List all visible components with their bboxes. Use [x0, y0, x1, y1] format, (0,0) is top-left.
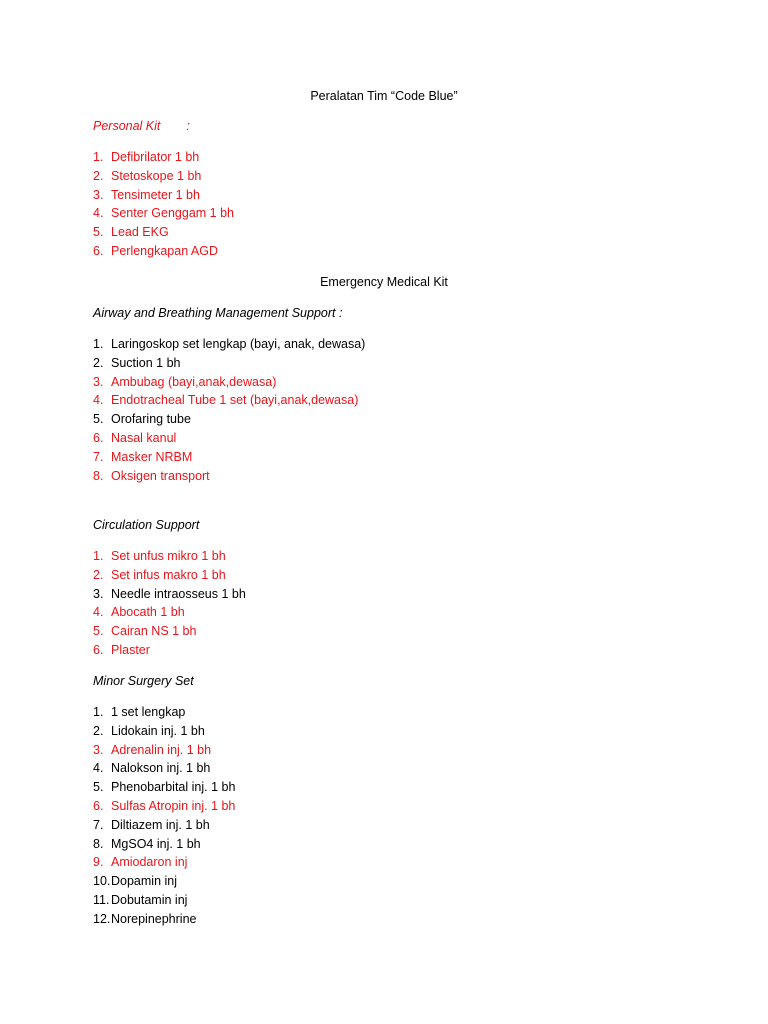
list-item — [93, 872, 235, 891]
list-item-number: 3. — [93, 586, 104, 601]
list-item-number: 5. — [93, 780, 104, 795]
circulation-list — [93, 547, 246, 660]
list-item-text: Abocath 1 bh — [111, 605, 185, 620]
personal-kit-heading-label: Personal Kit — [93, 119, 161, 133]
list-item-number: 3. — [93, 374, 104, 389]
list-item-text: Ambubag (bayi,anak,dewasa) — [111, 374, 277, 389]
list-item-text: Lidokain inj. 1 bh — [111, 723, 205, 738]
list-item-number: 6. — [93, 798, 104, 813]
list-item-text: Orofaring tube — [111, 412, 191, 427]
list-item — [93, 853, 235, 872]
list-item-text: Defibrilator 1 bh — [111, 150, 200, 164]
list-item-number: 2. — [93, 355, 104, 370]
list-item — [93, 622, 246, 641]
list-item — [93, 242, 234, 261]
list-item-text: Oksigen transport — [111, 468, 210, 483]
list-item-number: 11. — [93, 892, 110, 907]
list-item — [93, 891, 235, 910]
emergency-kit-title: Emergency Medical Kit — [320, 275, 448, 289]
list-item — [93, 603, 246, 622]
list-item-number: 2. — [93, 567, 104, 582]
list-item-number: 3. — [93, 742, 104, 757]
minor-surgery-heading: Minor Surgery Set — [93, 674, 194, 688]
list-item-number: 6. — [93, 243, 104, 258]
list-item — [93, 223, 234, 242]
list-item-number: 4. — [93, 761, 104, 776]
list-item-number: 4. — [93, 206, 104, 221]
list-item — [93, 448, 365, 467]
list-item-number: 6. — [93, 430, 104, 445]
list-item-number: 12. — [93, 911, 111, 926]
list-item-number: 4. — [93, 605, 104, 620]
airway-heading: Airway and Breathing Management Support : — [93, 306, 343, 320]
list-item — [93, 910, 235, 929]
list-item — [93, 335, 365, 354]
list-item-text: Lead EKG — [111, 225, 169, 240]
list-item-number: 9. — [93, 855, 104, 870]
list-item-number: 5. — [93, 412, 104, 427]
list-item — [93, 835, 235, 854]
list-item — [93, 585, 246, 604]
list-item-number: 4. — [93, 393, 104, 408]
list-item-text: Dopamin inj — [111, 874, 178, 889]
personal-kit-heading-colon: : — [186, 119, 190, 133]
list-item-text: Suction 1 bh — [111, 355, 181, 370]
list-item — [93, 373, 365, 392]
list-item — [93, 467, 365, 486]
minor-surgery-list — [93, 703, 235, 929]
circulation-heading: Circulation Support — [93, 518, 200, 532]
list-item-text: Adrenalin inj. 1 bh — [111, 742, 212, 757]
list-item-text: Perlengkapan AGD — [111, 243, 219, 258]
list-item — [93, 778, 235, 797]
personal-kit-heading — [93, 118, 190, 134]
list-item-text: Cairan NS 1 bh — [111, 624, 197, 639]
list-item — [93, 186, 234, 205]
list-item-number: 2. — [93, 168, 104, 183]
list-item-number: 1. — [93, 549, 104, 563]
list-item — [93, 148, 234, 167]
list-item-text: MgSO4 inj. 1 bh — [111, 836, 201, 851]
airway-list — [93, 335, 365, 485]
list-item-number: 5. — [93, 225, 104, 240]
list-item-text: Senter Genggam 1 bh — [111, 206, 234, 221]
list-item-text: Norepinephrine — [111, 911, 197, 926]
list-item-text: Phenobarbital inj. 1 bh — [111, 780, 236, 795]
list-item — [93, 204, 234, 223]
list-item-text: Nalokson inj. 1 bh — [111, 761, 211, 776]
list-item-text: Nasal kanul — [111, 430, 177, 445]
list-item-text: Amiodaron inj — [111, 855, 188, 870]
list-item-text: Sulfas Atropin inj. 1 bh — [111, 798, 236, 813]
list-item-number: 8. — [93, 836, 104, 851]
list-item-text: Needle intraosseus 1 bh — [111, 586, 246, 601]
list-item-text: Stetoskope 1 bh — [111, 168, 202, 183]
document-title: Peralatan Tim “Code Blue” — [310, 89, 458, 103]
list-item-text: Diltiazem inj. 1 bh — [111, 817, 210, 832]
list-item — [93, 566, 246, 585]
personal-kit-list — [93, 148, 234, 261]
list-item-text: Plaster — [111, 642, 150, 657]
list-item-text: Set unfus mikro 1 bh — [111, 549, 226, 563]
list-item-text: Dobutamin inj — [111, 892, 188, 907]
list-item — [93, 797, 235, 816]
list-item — [93, 167, 234, 186]
list-item-text: Masker NRBM — [111, 449, 193, 464]
list-item — [93, 410, 365, 429]
list-item — [93, 722, 235, 741]
list-item-number: 6. — [93, 642, 104, 657]
list-item-text: Set infus makro 1 bh — [111, 567, 226, 582]
list-item — [93, 547, 246, 566]
list-item-number: 2. — [93, 723, 104, 738]
list-item — [93, 391, 365, 410]
list-item-number: 7. — [93, 449, 104, 464]
list-item-text: Tensimeter 1 bh — [111, 187, 200, 202]
list-item — [93, 816, 235, 835]
list-item-number: 1. — [93, 150, 104, 164]
list-item-number: 8. — [93, 468, 104, 483]
list-item — [93, 759, 235, 778]
list-item — [93, 703, 235, 722]
list-item — [93, 429, 365, 448]
list-item — [93, 741, 235, 760]
list-item-number: 7. — [93, 817, 104, 832]
list-item — [93, 354, 365, 373]
list-item-text: 1 set lengkap — [111, 705, 186, 719]
list-item-text: Endotracheal Tube 1 set (bayi,anak,dewasa) — [111, 393, 359, 408]
list-item-text: Laringoskop set lengkap (bayi, anak, dewasa) — [111, 337, 366, 351]
list-item-number: 1. — [93, 705, 104, 719]
list-item-number: 1. — [93, 337, 104, 351]
list-item — [93, 641, 246, 660]
list-item-number: 3. — [93, 187, 104, 202]
list-item-number: 10. — [93, 874, 111, 889]
list-item-number: 5. — [93, 624, 104, 639]
